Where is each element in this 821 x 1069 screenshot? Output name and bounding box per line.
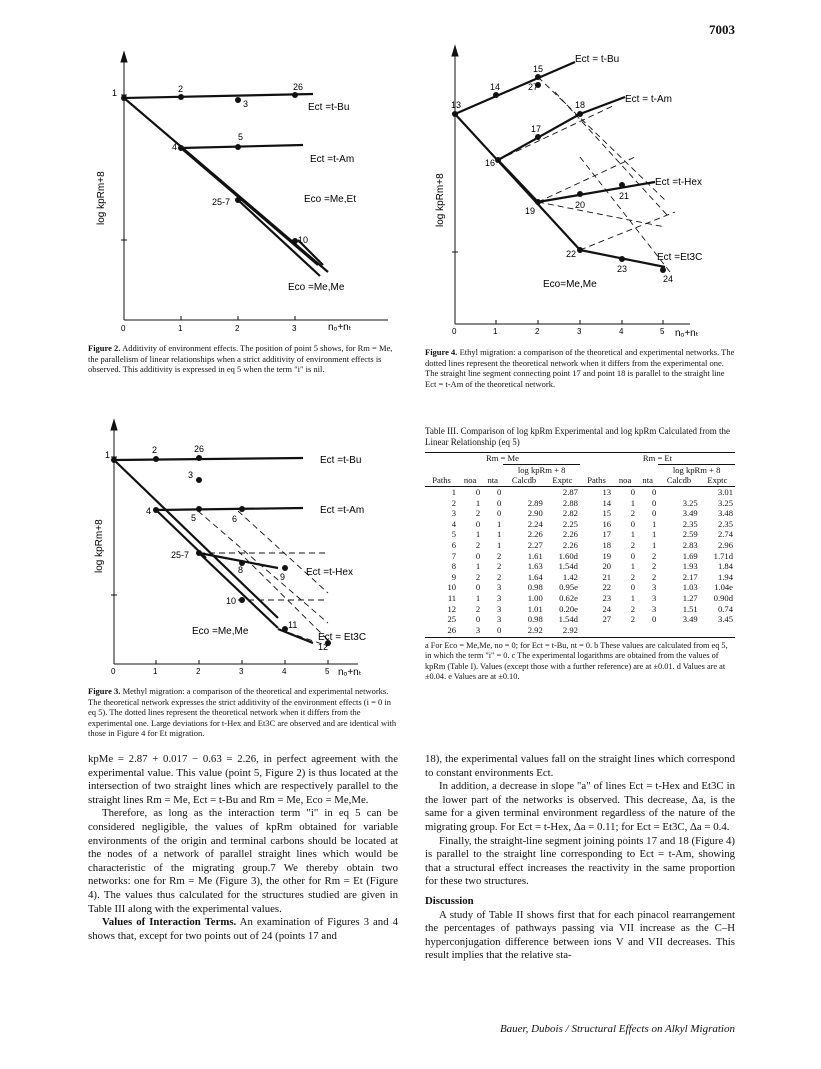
- table-3-col-header: nta: [487, 475, 498, 486]
- fig4-point-16: 16: [485, 158, 496, 168]
- table-cell: 2: [497, 561, 502, 572]
- table-cell: 2.35: [717, 518, 733, 529]
- table-3: [425, 452, 735, 682]
- table-cell: 1.42: [562, 571, 578, 582]
- fig4-point-21: 21: [619, 191, 630, 201]
- table-cell: 1.61: [527, 550, 543, 561]
- table-cell: [700, 625, 735, 636]
- table-cell: 1: [630, 497, 636, 508]
- table-row: [425, 614, 735, 625]
- table-cell: 0: [651, 487, 657, 498]
- table-row: [425, 625, 735, 636]
- fig2-point-2: 2: [178, 84, 184, 94]
- table-cell: 2: [630, 540, 636, 551]
- section-heading-interaction-terms: Values of Interaction Terms.: [102, 916, 237, 929]
- table-row: [425, 519, 735, 530]
- fig2-label-meme: Eco =Me,Me: [288, 282, 345, 293]
- table-cell: 0.95e: [559, 582, 578, 593]
- table-cell: 25: [447, 614, 457, 625]
- fig2-ylabel: log kpRm+8: [96, 171, 107, 225]
- table-cell: 3: [651, 582, 657, 593]
- table-cell: 1: [651, 518, 657, 529]
- figure-3-caption: Figure 3. Methyl migration: a comparison of the theoretical and experimental networks. The theoretical network expresses the strict additivity of the environment effects (i = 0 in eq 5). The dotted lines represent the theoretical network when it differs from the experimental one. Large deviations for t-Hex and Et3C are observed and are identical with those in Figure 4 for Et migration.: [88, 686, 397, 738]
- table-cell: 2.24: [527, 518, 543, 529]
- table-cell: 16: [602, 518, 612, 529]
- table-3-subhead-right: log kpRm + 8: [658, 464, 735, 475]
- table-row: [425, 561, 735, 572]
- table-cell: 11: [447, 593, 457, 604]
- fig2-xtick-2: 2: [235, 324, 240, 333]
- table-cell: 2.82: [562, 508, 578, 519]
- table-cell: 2: [630, 603, 636, 614]
- table-cell: 0.20e: [559, 603, 578, 614]
- table-row: [425, 540, 735, 551]
- table-3-col-header: Exptc: [707, 475, 728, 486]
- fig4-point-14: 14: [490, 82, 501, 92]
- table-row: [425, 603, 735, 614]
- table-row: [425, 529, 735, 540]
- table-cell: [658, 486, 699, 497]
- table-row: [425, 593, 735, 604]
- table-cell: 3: [497, 593, 502, 604]
- table-cell: 2.88: [562, 497, 578, 508]
- table-cell: 3.49: [682, 508, 698, 519]
- table-cell: 0: [630, 518, 636, 529]
- table-cell: 1: [651, 540, 657, 551]
- fig4-label-et3c: Ect =Et3C: [657, 252, 703, 263]
- table-cell: 0: [651, 497, 657, 508]
- fig3-label-meme: Eco =Me,Me: [192, 626, 249, 637]
- fig4-label-tam: Ect = t-Am: [625, 94, 672, 105]
- fig4-label-tbu: Ect = t-Bu: [575, 54, 620, 65]
- table-cell: 0: [475, 582, 481, 593]
- table-cell: 2: [630, 614, 636, 625]
- table-cell: 1.84: [717, 561, 733, 572]
- table-cell: 1: [630, 529, 636, 540]
- fig3-point-1: 1: [105, 450, 111, 460]
- fig4-xtick-2: 2: [535, 327, 540, 336]
- table-3-col-header: nta: [642, 475, 653, 486]
- table-cell: 18: [602, 540, 612, 551]
- fig2-xtick-0: 0: [121, 324, 126, 333]
- table-cell: 1.00: [527, 593, 543, 604]
- table-cell: 2.83: [682, 540, 698, 551]
- fig4-xtick-3: 3: [577, 327, 582, 336]
- table-cell: 22: [602, 582, 612, 593]
- table-cell: 24: [602, 603, 612, 614]
- fig4-xtick-4: 4: [619, 327, 624, 336]
- paragraph: Therefore, as long as the interaction term "i" in eq 5 can be considered negligible, the values of kpRm obtained for variable environments of the origin and terminal carbons should be located at the nodes of a network of parallel straight lines which would be characteristic of the migrating group.7 We thereby obtain two networks: one for Rm = Me (Figure 3), the other for Rm = Et (Figure 4). The values thus calculated for the structures studied are given in Table III along with the experimental values.: [88, 807, 398, 915]
- fig3-xtick-2: 2: [196, 667, 201, 676]
- table-cell: 1: [497, 518, 502, 529]
- table-cell: 19: [602, 550, 612, 561]
- fig3-xtick-0: 0: [111, 667, 116, 676]
- fig4-point-27: 27: [528, 82, 539, 92]
- table-3-col-header: Calcdb: [511, 475, 537, 486]
- right-column-text: [425, 753, 735, 963]
- table-3-footnote: a For Eco = Me,Me, no = 0; for Ect = t-Bu, nt = 0. b These values are calculated from eq 5, in which the term "i" = 0. c The experimental logarithms are obtained from the values of kpRm (Table I). Values (except those with a further reference) are at ±0.01. d Values are at ±0.04. e Values are at ±0.10.: [425, 641, 728, 681]
- table-3-body: [425, 486, 735, 635]
- fig3-point-8: 8: [238, 565, 244, 575]
- table-cell: 3: [497, 603, 502, 614]
- table-cell: 3.01: [717, 487, 733, 498]
- table-cell: 2.26: [527, 529, 543, 540]
- fig3-point-9: 9: [280, 572, 286, 582]
- fig3-label-tam: Ect =t-Am: [320, 505, 365, 516]
- table-cell: 1.93: [682, 561, 698, 572]
- fig3-xtick-4: 4: [282, 667, 287, 676]
- figure-4-plot: [425, 42, 735, 342]
- table-cell: 0.74: [717, 603, 733, 614]
- table-cell: 1: [630, 593, 636, 604]
- table-cell: 13: [602, 487, 612, 498]
- fig4-point-17: 17: [531, 124, 542, 134]
- table-cell: 1.03: [682, 582, 698, 593]
- table-cell: 2: [475, 603, 481, 614]
- paragraph: Finally, the straight-line segment joining points 17 and 18 (Figure 4) is parallel to the straight line corresponding to Ect = t-Am, showing that a structural effect increases the reactivity in the same proportion for these two structures.: [425, 834, 735, 888]
- table-cell: [637, 625, 658, 636]
- table-3-col-header: noa: [463, 475, 477, 486]
- table-cell: 1.54d: [558, 561, 578, 572]
- fig4-label-meme: Eco=Me,Me: [543, 279, 597, 290]
- fig3-xtick-5: 5: [325, 667, 330, 676]
- fig3-point-25-7: 25-7: [171, 550, 190, 560]
- table-cell: 6: [451, 540, 457, 551]
- table-cell: 0: [497, 508, 502, 519]
- figure-2-caption: Figure 2. Additivity of environment effects. The position of point 5 shows, for Rm = Me, the parallelism of linear relationships when a strict additivity of environment effects is observed. This additivity is expressed in eq 5 when the term "i" is nil.: [88, 343, 393, 374]
- table-cell: 3: [651, 593, 657, 604]
- table-cell: 2: [630, 571, 636, 582]
- table-cell: [658, 625, 699, 636]
- table-cell: 0: [630, 550, 636, 561]
- fig4-point-19: 19: [525, 206, 536, 216]
- table-cell: 3.45: [717, 614, 733, 625]
- table-cell: 0.90d: [713, 593, 733, 604]
- table-3-group-right: Rm = Et: [642, 453, 673, 464]
- fig3-point-11: 11: [288, 620, 298, 630]
- table-cell: 0.98: [527, 582, 543, 593]
- fig3-point-26: 26: [194, 444, 205, 454]
- table-cell: 2: [497, 550, 502, 561]
- table-cell: 2.92: [527, 624, 543, 635]
- table-cell: 3: [451, 508, 457, 519]
- table-cell: 2.96: [717, 540, 733, 551]
- table-cell: 1.64: [527, 571, 543, 582]
- table-cell: 2.27: [527, 540, 543, 551]
- running-footer: Bauer, Dubois / Structural Effects on Alkyl Migration: [499, 1023, 735, 1035]
- fig4-point-24: 24: [663, 274, 674, 284]
- table-cell: 3: [497, 582, 502, 593]
- table-cell: 1.01: [527, 603, 543, 614]
- table-cell: 3.49: [682, 614, 698, 625]
- table-cell: 1.60d: [558, 550, 578, 561]
- fig3-xtick-3: 3: [239, 667, 244, 676]
- fig2-point-5: 5: [238, 132, 244, 142]
- fig2-point-26: 26: [293, 82, 304, 92]
- fig4-ylabel: log kpRm+8: [435, 173, 446, 227]
- figure-3-plot: [88, 418, 398, 683]
- table-cell: 2: [651, 571, 657, 582]
- table-3-title: Table III. Comparison of log kpRm Experimental and log kpRm Calculated from the Linear Relationship (eq 5): [425, 426, 731, 447]
- table-cell: [580, 625, 613, 636]
- table-3-col-header: Exptc: [552, 475, 573, 486]
- fig4-xtick-5: 5: [660, 327, 665, 336]
- fig3-point-2: 2: [152, 445, 158, 455]
- table-cell: 0: [475, 518, 481, 529]
- fig3-xtick-1: 1: [153, 667, 158, 676]
- table-cell: 8: [451, 561, 457, 572]
- table-row: [425, 486, 735, 497]
- table-3-col-header: Paths: [432, 475, 451, 486]
- table-cell: 2.92: [562, 624, 578, 635]
- table-cell: 2.25: [562, 518, 578, 529]
- table-row: [425, 497, 735, 508]
- table-cell: 0.62e: [559, 593, 578, 604]
- fig4-xtick-1: 1: [493, 327, 498, 336]
- table-cell: 0: [475, 614, 481, 625]
- fig4-label-thex: Ect =t-Hex: [655, 177, 702, 188]
- paragraph: An examination of Figures 3 and 4 shows that, except for two points out of 24 (points 17 and: [88, 916, 398, 942]
- table-cell: 1: [651, 529, 657, 540]
- table-cell: 1.04e: [714, 582, 733, 593]
- table-cell: 1: [475, 593, 481, 604]
- table-cell: 1.27: [682, 593, 698, 604]
- fig4-point-22: 22: [566, 249, 577, 259]
- table-cell: 27: [602, 614, 612, 625]
- table-3-header-row: [425, 475, 735, 486]
- fig2-point-10: 10: [298, 235, 309, 245]
- table-cell: 1: [497, 540, 502, 551]
- table-cell: 1.63: [527, 561, 543, 572]
- table-cell: 1: [451, 487, 457, 498]
- fig4-xlabel: nₒ+nₜ: [675, 328, 699, 339]
- fig4-point-23: 23: [617, 264, 628, 274]
- fig3-point-5: 5: [191, 513, 197, 523]
- table-cell: 0: [475, 487, 481, 498]
- table-cell: 3: [651, 603, 657, 614]
- table-cell: 21: [602, 571, 612, 582]
- table-cell: 1.71d: [713, 550, 733, 561]
- fig2-xtick-1: 1: [178, 324, 183, 333]
- table-cell: 0: [497, 487, 502, 498]
- fig2-label-tbu: Ect =t-Bu: [308, 102, 350, 113]
- table-cell: 2: [451, 497, 457, 508]
- table-cell: 0: [475, 550, 481, 561]
- table-cell: 15: [602, 508, 612, 519]
- fig2-xlabel: nₒ+nₜ: [328, 322, 352, 333]
- fig3-xlabel: nₒ+nₜ: [338, 667, 362, 678]
- table-cell: 2.89: [527, 497, 543, 508]
- table-cell: 4: [451, 518, 457, 529]
- table-cell: 0: [630, 582, 636, 593]
- table-cell: [613, 625, 637, 636]
- table-cell: 9: [451, 571, 457, 582]
- table-cell: 2.35: [682, 518, 698, 529]
- table-cell: 26: [447, 624, 457, 635]
- section-heading-discussion: Discussion: [425, 894, 474, 907]
- table-cell: 0: [497, 497, 502, 508]
- table-cell: 14: [602, 497, 612, 508]
- table-3-col-header: noa: [618, 475, 632, 486]
- table-cell: 3.48: [717, 508, 733, 519]
- table-cell: 1.69: [682, 550, 698, 561]
- table-3-subhead-left: log kpRm + 8: [503, 464, 580, 475]
- table-cell: 20: [602, 561, 612, 572]
- fig2-point-1: 1: [112, 88, 118, 98]
- table-cell: 2.59: [682, 529, 698, 540]
- table-cell: 2: [475, 540, 481, 551]
- fig2-point-4: 4: [172, 142, 178, 152]
- paragraph: In addition, a decrease in slope "a" of lines Ect = t-Hex and Et3C in the lower part of the networks is observed. This decrease, Δa, is the same for a given terminal environment regardless of the nature of the migrating group. For Ect = t-Hex, Δa = 0.11; for Ect = Et3C, Δa = 0.4.: [425, 780, 735, 833]
- table-cell: 2.90: [527, 508, 543, 519]
- fig3-ylabel: log kpRm+8: [94, 519, 105, 573]
- table-cell: 2: [497, 571, 502, 582]
- table-cell: 1: [497, 529, 502, 540]
- fig4-point-20: 20: [575, 200, 586, 210]
- table-cell: 3: [475, 624, 481, 635]
- table-cell: 1.94: [717, 571, 733, 582]
- table-cell: 1: [475, 561, 481, 572]
- table-3-grid: [425, 452, 735, 635]
- table-cell: 0: [630, 487, 636, 498]
- paragraph: 18), the experimental values fall on the straight lines which correspond to constant environments Ect.: [425, 753, 735, 779]
- table-cell: 1.51: [682, 603, 698, 614]
- fig2-point-25-7: 25-7: [212, 197, 231, 207]
- table-cell: 7: [451, 550, 457, 561]
- paragraph: A study of Table II shows first that for each pinacol rearrangement the percentages of pathways passing via VII increase as the C–H hyperconjugation difference between ions V and VII decreases. This result implies that the relative sta-: [425, 908, 735, 962]
- fig4-point-18: 18: [575, 100, 586, 110]
- table-cell: 3.25: [682, 497, 698, 508]
- table-cell: 12: [447, 603, 457, 614]
- table-row: [425, 508, 735, 519]
- fig2-label-meet: Eco =Me,Et: [304, 194, 356, 205]
- table-cell: 5: [451, 529, 457, 540]
- table-cell: 17: [602, 529, 612, 540]
- fig3-point-10: 10: [226, 596, 237, 606]
- table-row: [425, 582, 735, 593]
- fig3-point-6: 6: [232, 514, 238, 524]
- fig3-label-tbu: Ect =t-Bu: [320, 455, 362, 466]
- fig4-point-15: 15: [533, 64, 544, 74]
- fig2-xtick-3: 3: [292, 324, 297, 333]
- table-cell: 1: [630, 561, 636, 572]
- fig3-point-12: 12: [318, 642, 329, 652]
- table-3-col-header: Paths: [587, 475, 606, 486]
- table-cell: 2: [630, 508, 636, 519]
- table-cell: 10: [447, 582, 457, 593]
- table-cell: 2.74: [717, 529, 733, 540]
- table-cell: 0: [497, 624, 502, 635]
- fig4-xtick-0: 0: [452, 327, 457, 336]
- left-column-text: [88, 753, 398, 943]
- page-number: 7003: [709, 22, 735, 37]
- table-3-col-header: Calcdb: [666, 475, 692, 486]
- fig2-label-tam: Ect =t-Am: [310, 154, 355, 165]
- table-cell: 2.26: [562, 529, 578, 540]
- fig3-point-3: 3: [188, 470, 194, 480]
- table-cell: 0: [651, 614, 657, 625]
- table-cell: 3.25: [717, 497, 733, 508]
- table-cell: 2: [651, 550, 657, 561]
- fig3-label-thex: Ect =t-Hex: [306, 567, 353, 578]
- figure-4-caption: Figure 4. Ethyl migration: a comparison of the theoretical and experimental networks. The dotted lines represent the theoretical network when it differs from the experimental one. The straight line segment connecting point 17 and point 18 is parallel to the straight line Ect = t-Am of the theoretical network.: [425, 347, 735, 389]
- table-cell: 2.87: [562, 487, 578, 498]
- figure-2-plot: [88, 50, 398, 340]
- table-cell: 2.26: [562, 540, 578, 551]
- table-cell: 2.17: [682, 571, 698, 582]
- fig3-label-et3c: Ect = Et3C: [318, 632, 367, 643]
- table-row: [425, 572, 735, 583]
- table-cell: 0.98: [527, 614, 543, 625]
- table-cell: 1: [475, 497, 481, 508]
- table-cell: 1.54d: [558, 614, 578, 625]
- fig2-point-3: 3: [243, 99, 249, 109]
- table-cell: 2: [475, 508, 481, 519]
- table-3-group-left: Rm = Me: [485, 453, 519, 464]
- fig4-point-13: 13: [451, 100, 462, 110]
- paragraph: kpMe = 2.87 + 0.017 − 0.63 = 2.26, in perfect agreement with the experimental value. This value (point 5, Figure 2) is thus located at the intersection of two straight lines which are respectively parallel to the straight lines Rm = Me, Ect = t-Bu and Rm = Me, Eco = Me,Me.: [88, 753, 398, 806]
- table-cell: 0: [651, 508, 657, 519]
- table-row: [425, 550, 735, 561]
- table-cell: [503, 486, 544, 497]
- table-cell: 3: [497, 614, 502, 625]
- table-cell: 23: [602, 593, 612, 604]
- table-cell: 2: [651, 561, 657, 572]
- table-cell: 2: [475, 571, 481, 582]
- fig3-point-4: 4: [146, 506, 152, 516]
- table-cell: 1: [475, 529, 481, 540]
